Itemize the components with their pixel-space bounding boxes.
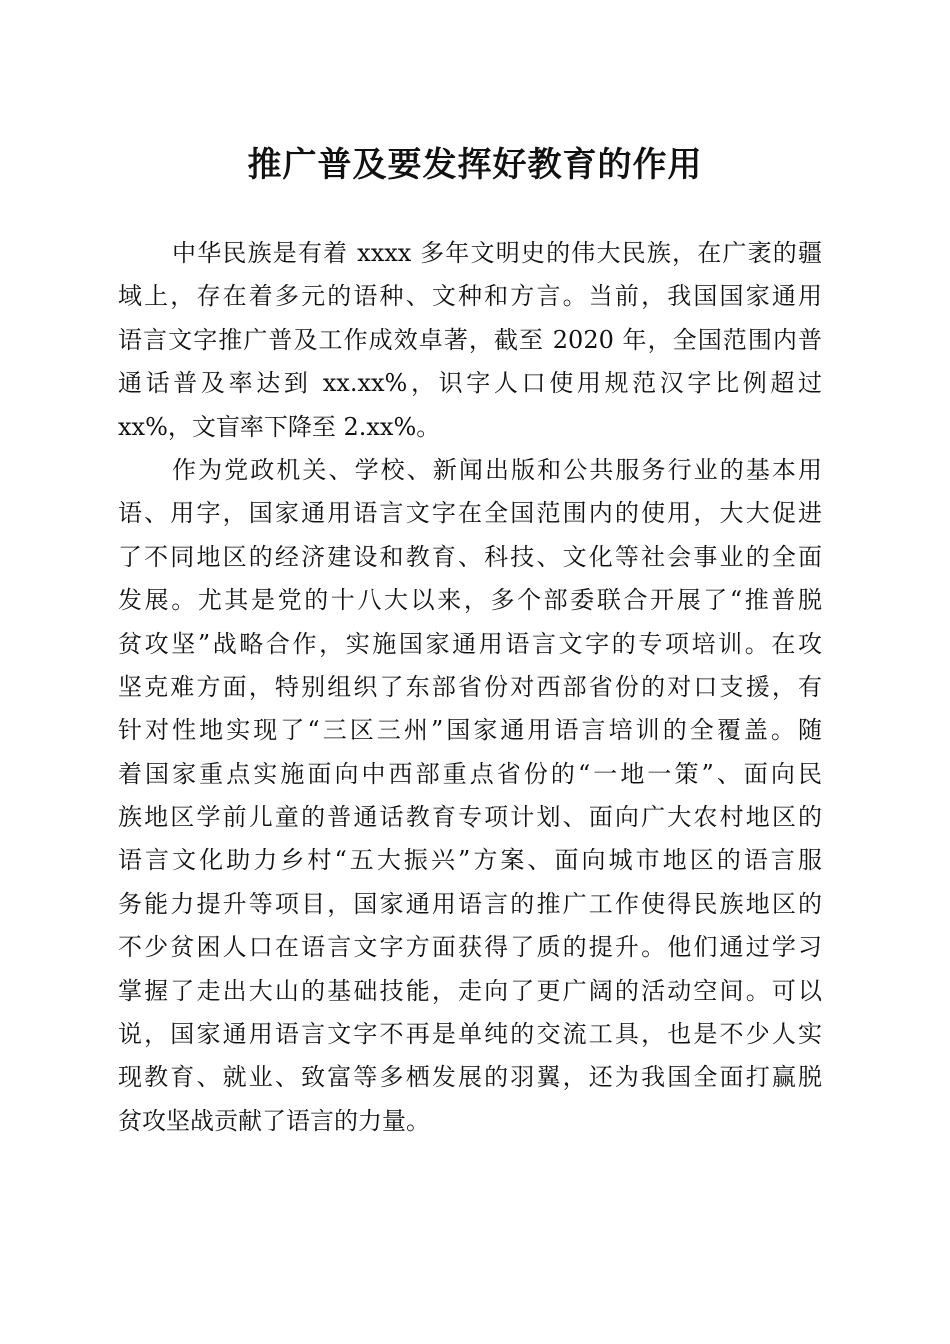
text-line: 务能力提升等项目，国家通用语言的推广工作使得民族地区的 — [118, 889, 822, 918]
text-line: 语、用字，国家通用语言文字在全国范围内的使用，大大促进 — [118, 499, 822, 528]
text-line: 域上，存在着多元的语种、文种和方言。当前，我国国家通用 — [118, 282, 822, 311]
text-line: 族地区学前儿童的普通话教育专项计划、面向广大农村地区的 — [118, 803, 822, 832]
text-line: 贫攻坚战贡献了语言的力量。 — [118, 1106, 430, 1135]
text-line: xx%，文盲率下降至 2.xx%。 — [118, 412, 441, 441]
text-line: 现教育、就业、致富等多栖发展的羽翼，还为我国全面打赢脱 — [118, 1063, 822, 1092]
document-title: 推广普及要发挥好教育的作用 — [247, 145, 703, 185]
text-line: 说，国家通用语言文字不再是单纯的交流工具，也是不少人实 — [118, 1020, 822, 1049]
paragraph-2 — [118, 449, 822, 1143]
text-line: 不少贫困人口在语言文字方面获得了质的提升。他们通过学习 — [118, 933, 822, 962]
text-line: 坚克难方面，特别组织了东部省份对西部省份的对口支援，有 — [118, 672, 822, 701]
text-line: 了不同地区的经济建设和教育、科技、文化等社会事业的全面 — [118, 542, 822, 571]
document-body — [118, 232, 822, 1143]
text-line: 掌握了走出大山的基础技能，走向了更广阔的活动空间。可以 — [118, 976, 822, 1005]
text-line: 中华民族是有着 xxxx 多年文明史的伟大民族，在广袤的疆 — [172, 239, 822, 267]
text-line: 语言文化助力乡村“五大振兴”方案、面向城市地区的语言服 — [118, 846, 822, 875]
text-line: 针对性地实现了“三区三州”国家通用语言培训的全覆盖。随 — [118, 716, 822, 745]
text-line: 着国家重点实施面向中西部重点省份的“一地一策”、面向民 — [118, 759, 822, 788]
text-line: 发展。尤其是党的十八大以来，多个部委联合开展了“推普脱 — [118, 586, 822, 615]
text-line: 通话普及率达到 xx.xx%，识字人口使用规范汉字比例超过 — [118, 369, 822, 398]
text-line: 贫攻坚”战略合作，实施国家通用语言文字的专项培训。在攻 — [118, 629, 822, 658]
text-line: 语言文字推广普及工作成效卓著，截至 2020 年，全国范围内普 — [118, 325, 822, 354]
text-line: 作为党政机关、学校、新闻出版和公共服务行业的基本用 — [172, 455, 822, 484]
paragraph-1 — [118, 232, 822, 449]
